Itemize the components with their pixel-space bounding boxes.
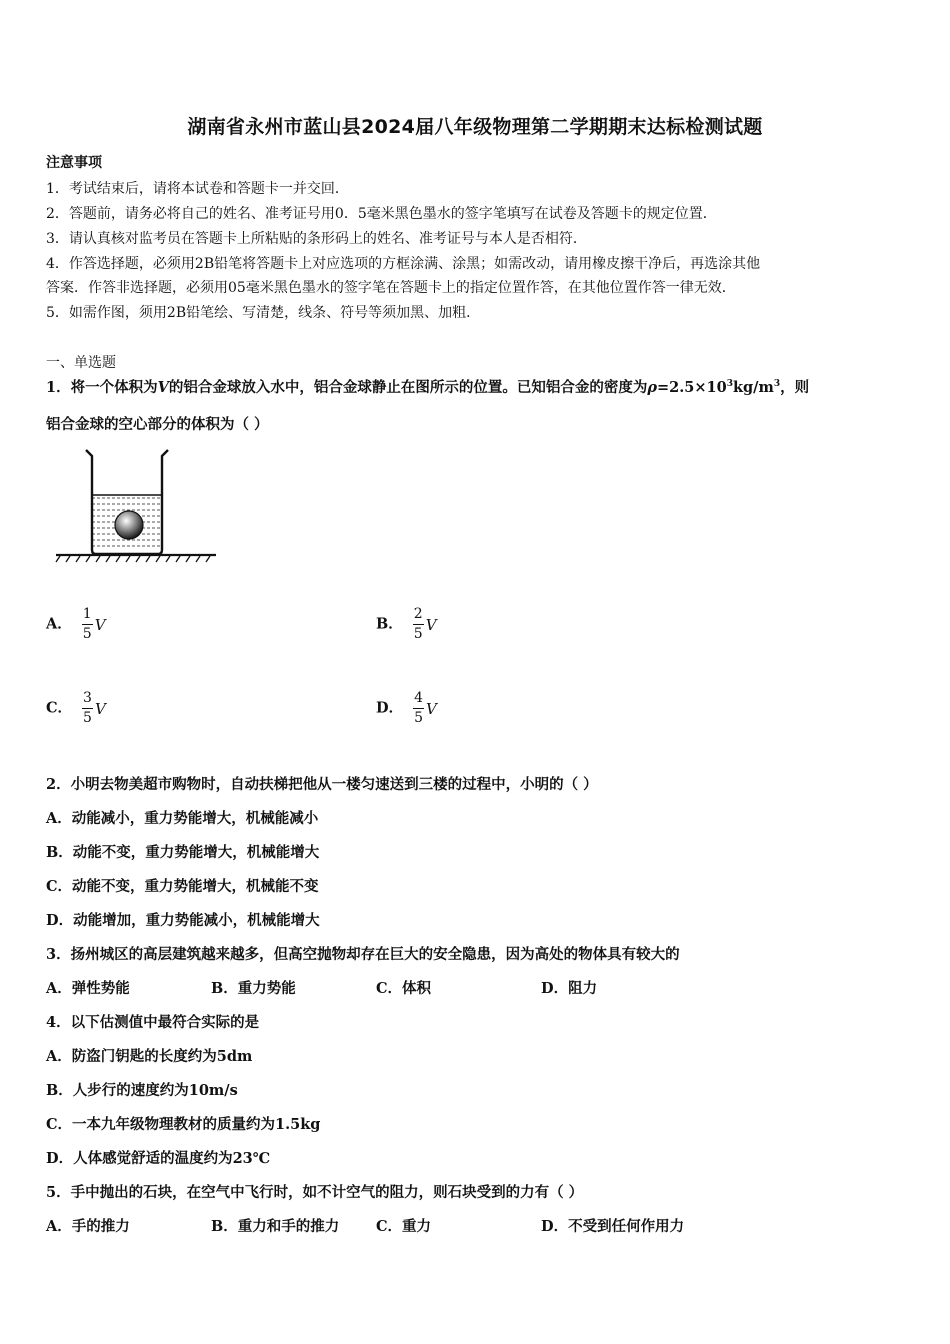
q1-text: ，则 [780,379,810,396]
option-label: A． [46,615,72,633]
numerator: 3 [82,689,93,709]
q4-option-b: B．人步行的速度约为10m/s [46,1082,238,1099]
q3-option-b: B．重力势能 [211,980,296,997]
notice-item: 答案．作答非选择题，必须用05毫米黑色墨水的签字笔在答题卡上的指定位置作答，在其他位置作答一律无效． [46,280,736,296]
question-3-stem: 3．扬州城区的高层建筑越来越多，但高空抛物却存在巨大的安全隐患，因为高处的物体具有较大的 [46,946,680,963]
section-heading: 一、单选题 [46,355,116,371]
q2-option-a: A．动能减小，重力势能增大，机械能减小 [46,810,319,827]
fraction [82,689,93,728]
alloy-ball [115,511,143,539]
q4-option-a: A．防盗门钥匙的长度约为5dm [46,1048,253,1065]
question-2-stem: 2．小明去物美超市购物时，自动扶梯把他从一楼匀速送到三楼的过程中，小明的（ ） [46,776,598,793]
q4-option-d: D．人体感觉舒适的温度约为23℃ [46,1150,271,1167]
q3-option-a: A．弹性势能 [46,980,130,997]
option-var: V [94,699,106,718]
numerator: 4 [413,689,424,709]
q5-option-c: C．重力 [376,1218,432,1235]
q1-unit-exp: 3 [773,379,781,390]
q4-option-c: C．一本九年级物理教材的质量约为1.5kg [46,1116,321,1133]
page-title: 湖南省永州市蓝山县2024届八年级物理第二学期期末达标检测试题 [187,116,763,138]
notice-item: 3．请认真核对监考员在答题卡上所粘贴的条形码上的姓名、准考证号与本人是否相符． [46,231,587,247]
q5-option-d: D．不受到任何作用力 [541,1218,685,1235]
q1-var: V [157,379,169,396]
question-5-stem: 5．手中抛出的石块，在空气中飞行时，如不计空气的阻力，则石块受到的力有（ ） [46,1184,584,1201]
q1-option-b [376,605,437,644]
fraction [413,689,424,728]
option-label: C． [46,699,73,717]
option-var: V [426,699,437,718]
q1-exp: 3 [726,379,733,390]
denominator: 5 [414,710,423,726]
q1-density: =2.5×10 [657,379,727,396]
numerator: 2 [413,605,424,625]
q1-unit: kg/m [733,379,774,396]
notice-heading: 注意事项 [46,155,102,171]
question-4-stem: 4．以下估测值中最符合实际的是 [46,1014,260,1031]
denominator: 5 [83,710,92,726]
q2-option-d: D．动能增加，重力势能减小，机械能增大 [46,912,320,929]
option-var: V [94,615,106,634]
fraction [413,605,424,644]
q3-option-d: D．阻力 [541,980,598,997]
q2-option-b: B．动能不变，重力势能增大，机械能增大 [46,844,320,861]
question-1-line1 [46,376,809,397]
option-label: D． [376,699,404,717]
q1-option-d [376,689,437,728]
denominator: 5 [413,626,423,642]
ground-hatch [56,556,210,562]
numerator: 1 [82,605,93,625]
q3-option-c: C．体积 [376,980,432,997]
fraction [82,605,93,644]
notice-item: 1．考试结束后，请将本试卷和答题卡一并交回． [46,181,349,197]
notice-item: 4．作答选择题，必须用2B铅笔将答题卡上对应选项的方框涂满、涂黑；如需改动，请用橡皮擦干净后，再选涂其他 [46,256,761,272]
notice-item: 2．答题前，请务必将自己的姓名、准考证号用0．5毫米黑色墨水的签字笔填写在试卷及答题卡的规定位置． [46,206,717,222]
q2-option-c: C．动能不变，重力势能增大，机械能不变 [46,878,319,895]
option-var: V [425,615,437,634]
denominator: 5 [82,626,92,642]
q5-option-a: A．手的推力 [46,1218,130,1235]
q1-option-c [46,689,106,728]
question-1-line2: 铝合金球的空心部分的体积为（ ） [46,416,269,433]
q5-option-b: B．重力和手的推力 [211,1218,340,1235]
q1-option-a [46,605,106,644]
beaker-figure [52,444,218,566]
notice-item: 5．如需作图，须用2B铅笔绘、写清楚，线条、符号等须加黑、加粗． [46,305,481,321]
q1-rho: ρ [647,379,658,396]
option-label: B． [376,615,403,633]
q1-text: 的铝合金球放入水中，铝合金球静止在图所示的位置。已知铝合金的密度为 [168,379,648,396]
q1-text: 1．将一个体积为 [46,379,158,396]
